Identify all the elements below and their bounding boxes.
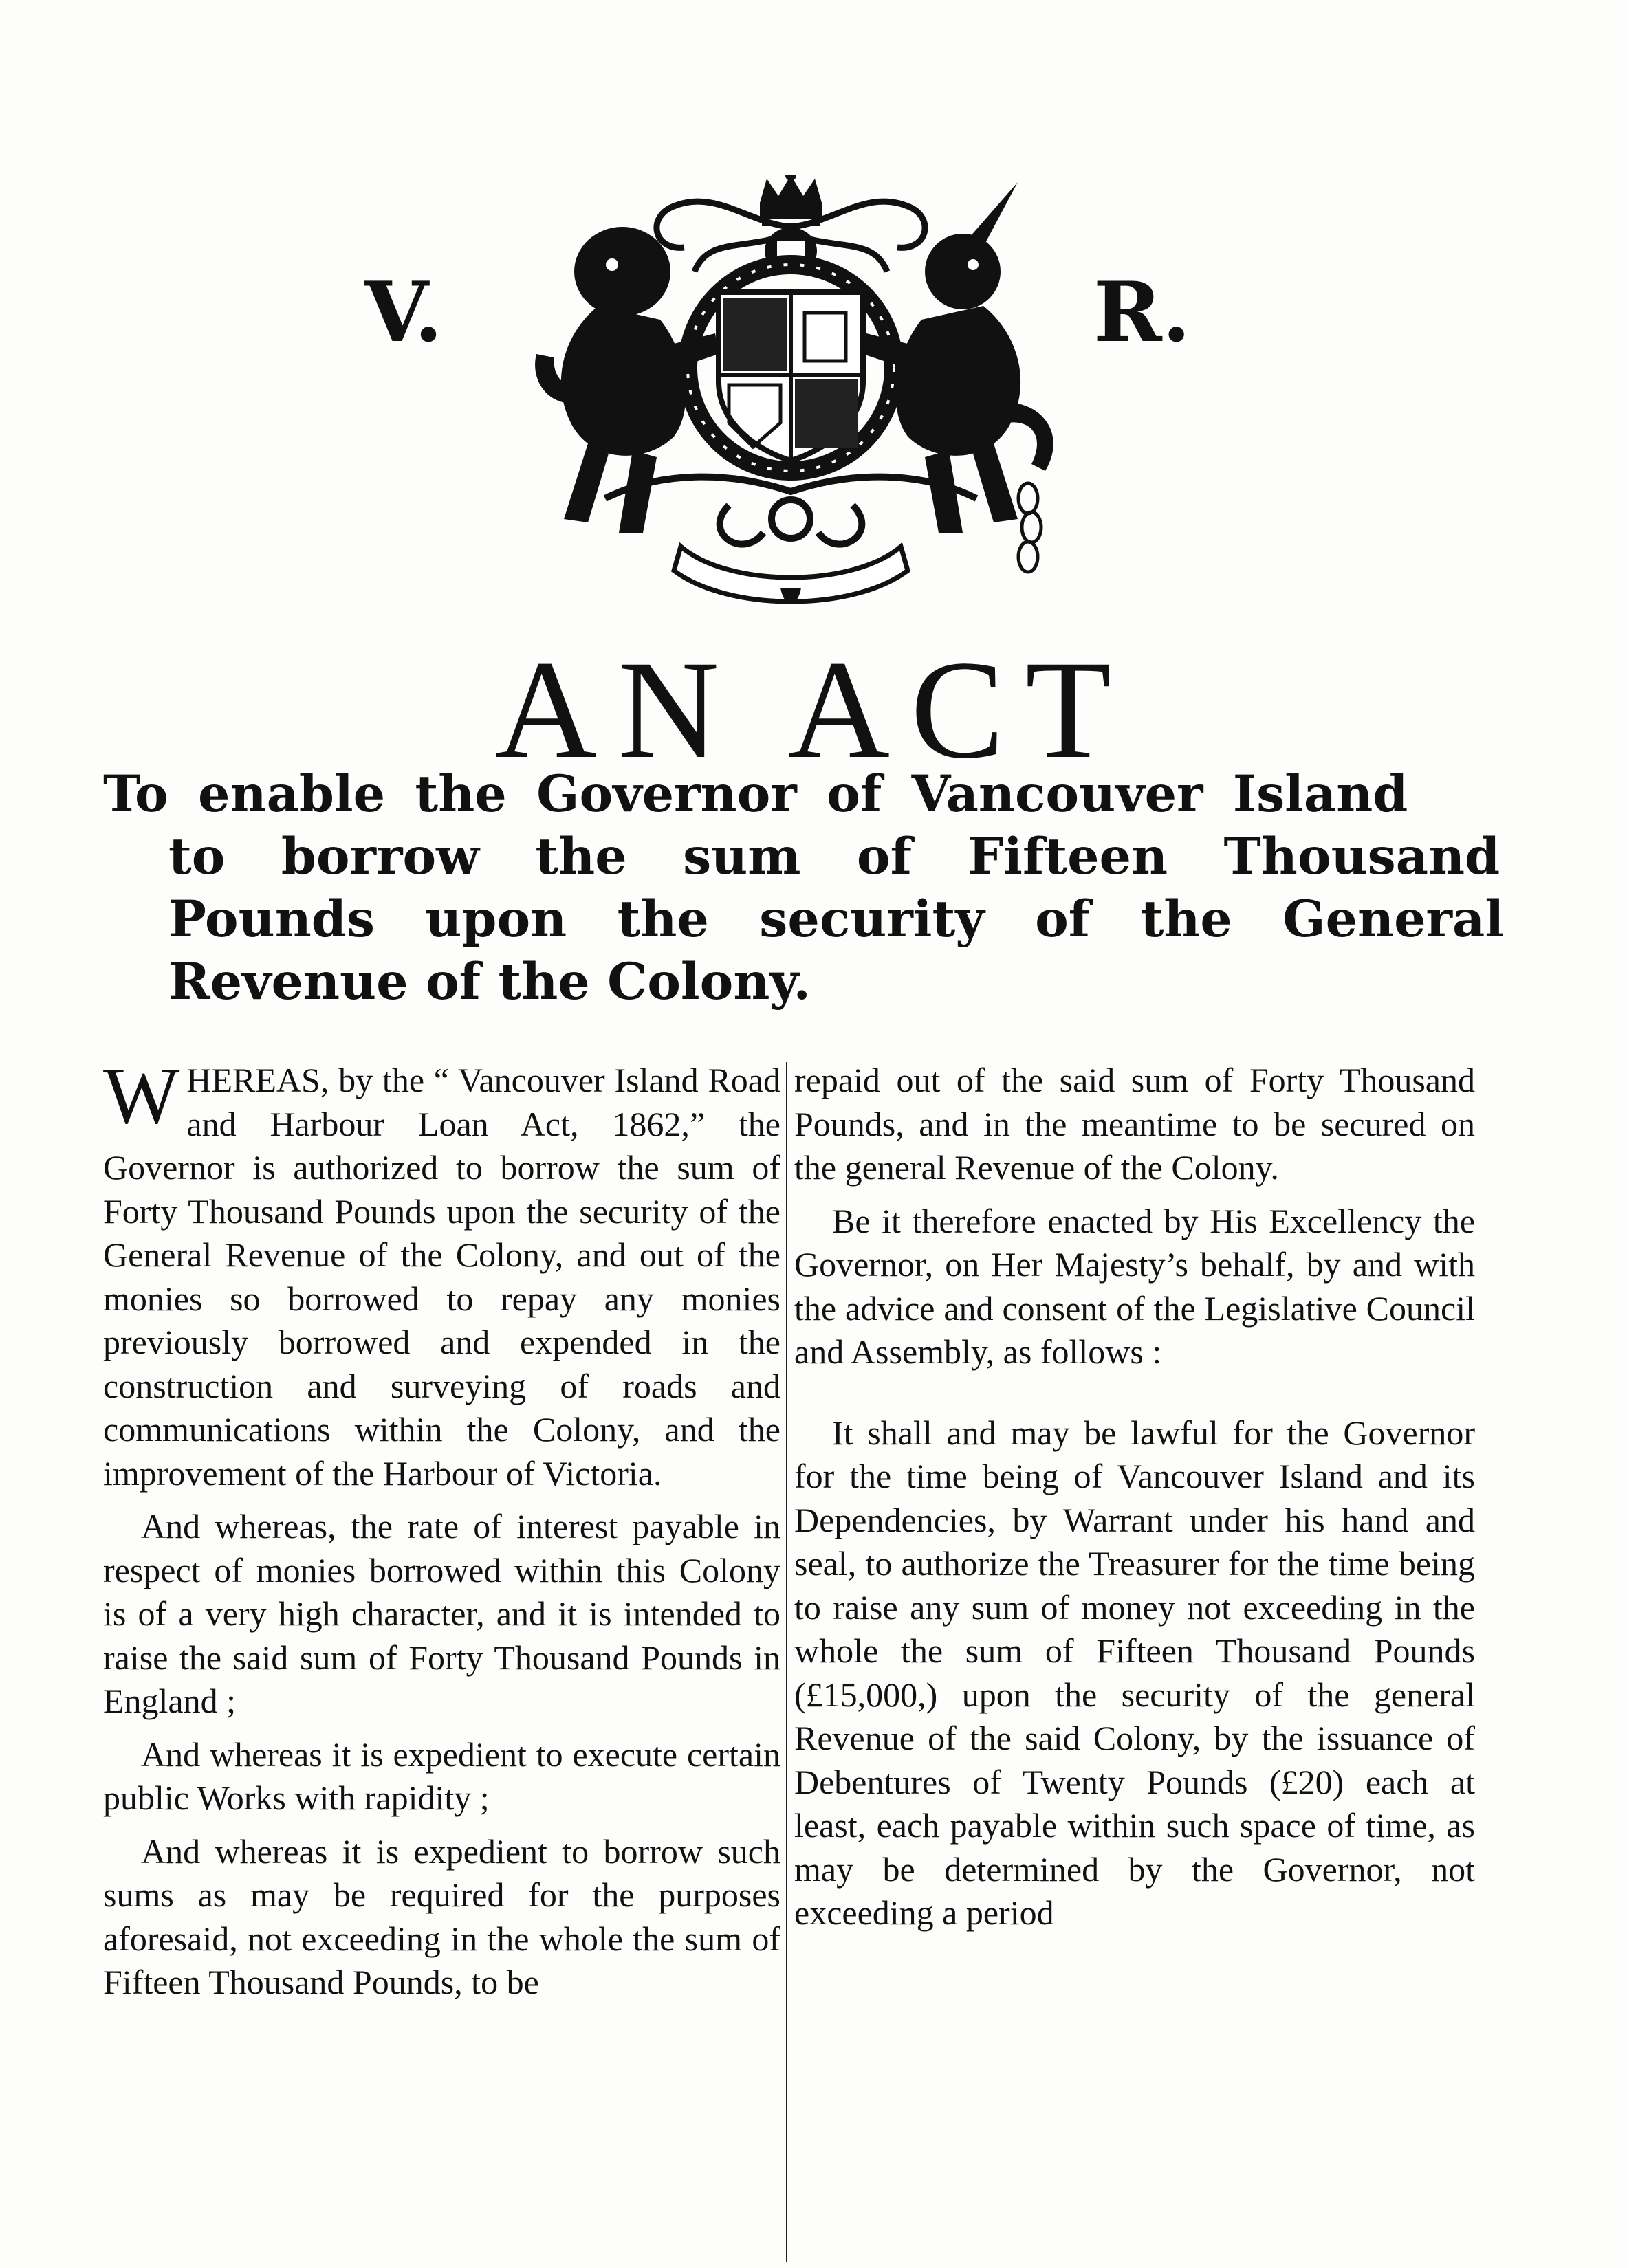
royal-cipher-r: R. <box>1093 264 1191 361</box>
subtitle-line: To enable the Governor of Vancouver Island <box>103 764 1408 824</box>
royal-cipher-v: V. <box>364 264 443 361</box>
subtitle-line: Revenue of the Colony. <box>168 952 811 1011</box>
preamble-paragraph <box>103 1050 780 1495</box>
enacting-clause: Be it therefore enacted by His Excellency the Governor, on Her Majesty’s behalf, by and with the advice and consent of the Legislative Council and Assembly, as follows : <box>794 1201 1475 1371</box>
whereas-paragraph: And whereas it is expedient to execute certain public Works with rapidity ; <box>103 1735 780 1817</box>
whereas-paragraph: And whereas it is expedient to borrow such sums as may be required for the purposes aforesaid, not exceeding in the whole the sum of Fifteen Thousand Pounds, to be <box>103 1831 780 2001</box>
act-subtitle <box>103 763 1505 1013</box>
drop-cap: W <box>103 1050 180 1141</box>
section-paragraph: It shall and may be lawful for the Governor for the time being of Vancouver Island and its Dependencies, by Warrant under his hand and seal, to authorize the Treasurer for the time being to raise any sum of money not exceeding in the whole the sum of Fifteen Thousand Pounds (£15,000,) upon the security of the general Revenue of the said Colony, by the issuance of Debentures of Twenty Pounds (£20) each at least, each payable within such space of time, as may be determined by the Governor, not exceeding a period <box>794 1413 1475 1932</box>
whereas-paragraph: And whereas, the rate of interest payable in respect of monies borrowed within this Colony is of a very high character, and it is intended to raise the said sum of Forty Thousand Pounds in England ; <box>103 1507 780 1720</box>
right-column <box>794 1059 1475 1945</box>
left-column <box>103 1050 780 2014</box>
subtitle-line: Pounds upon the security of the General <box>168 890 1505 949</box>
column-divider <box>786 1062 787 2262</box>
act-title: AN ACT <box>494 632 1133 788</box>
paragraph-text: HEREAS, by the “ Vancouver Island Road and Harbour Loan Act, 1862,” the Governor is authorized to borrow the sum of Forty Thousand Pounds upon the security of the General Revenue of the Colony, and out of the monies so borrowed to repay any monies previously borrowed and expended in the construction and surveying of roads and communications within the Colony, and the improvement of the Harbour of Victoria. <box>103 1061 780 1493</box>
continued-paragraph: repaid out of the said sum of Forty Thousand Pounds, and in the meantime to be secured on the general Revenue of the Colony. <box>794 1061 1475 1187</box>
royal-coat-of-arms-icon <box>523 175 1059 615</box>
subtitle-line: to borrow the sum of Fifteen Thousand <box>168 827 1500 886</box>
